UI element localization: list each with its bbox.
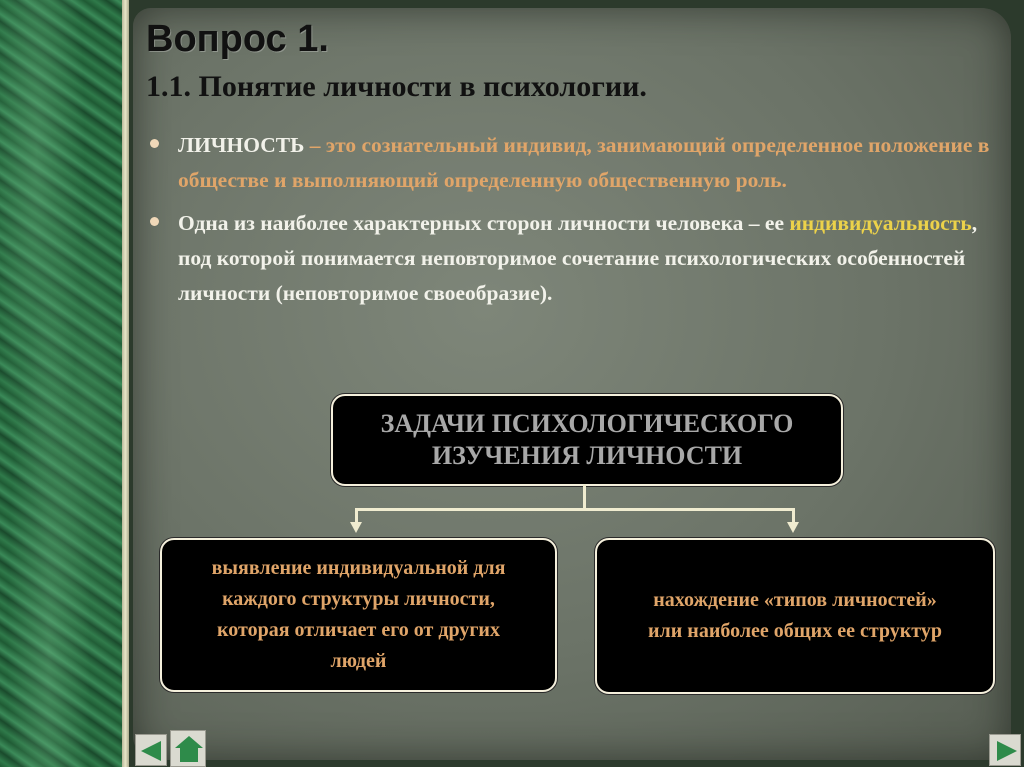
bullet-list (150, 128, 1010, 311)
triangle-left-icon (141, 741, 161, 761)
connector-vertical (583, 484, 586, 510)
connector-right-drop (792, 508, 795, 522)
triangle-right-icon (997, 741, 1017, 761)
back-button[interactable] (135, 734, 167, 766)
arrow-left (350, 522, 362, 533)
task-box-types (595, 538, 995, 694)
task-box-individual (160, 538, 557, 692)
tasks-main-label: ЗАДАЧИ ПСИХОЛОГИЧЕСКОГО ИЗУЧЕНИЯ ЛИЧНОСТИ (380, 409, 794, 470)
term-lichnost: ЛИЧНОСТЬ (178, 133, 305, 157)
bullet-dot (150, 217, 159, 226)
connector-horizontal (355, 508, 795, 511)
definition-text: это сознательный индивид, занимающий определенное положение в обществе и выполняющий определенную общественную роль. (178, 133, 990, 192)
arrow-right (787, 522, 799, 533)
task-types-label: нахождение «типов личностей» или наиболее общих ее структур (648, 589, 942, 642)
individuality-text-before: Одна из наиболее характерных сторон личности человека – ее (178, 211, 790, 235)
slide-subtitle: 1.1. Понятие личности в психологии. (146, 70, 647, 103)
individuality-text-after: , под которой понимается неповторимое сочетание психологических особенностей личности (неповторимое своеобразие). (178, 211, 978, 305)
bullet-individuality (150, 206, 1010, 311)
bullet-definition (150, 128, 1010, 198)
next-button[interactable] (989, 734, 1021, 766)
house-icon-body (180, 748, 198, 762)
bullet-dot (150, 139, 159, 148)
house-icon (175, 736, 203, 748)
slide-title: Вопрос 1. (146, 18, 329, 60)
individuality-highlight: индивидуальность (789, 211, 972, 235)
marble-strip (0, 0, 122, 767)
connector-left-drop (355, 508, 358, 522)
home-button[interactable] (170, 730, 206, 767)
tasks-main-box (331, 394, 843, 486)
strip-divider (122, 0, 129, 767)
task-individual-label: выявление индивидуальной для каждого структуры личности, которая отличает его от других людей (211, 557, 506, 672)
term-dash: – (304, 133, 326, 157)
